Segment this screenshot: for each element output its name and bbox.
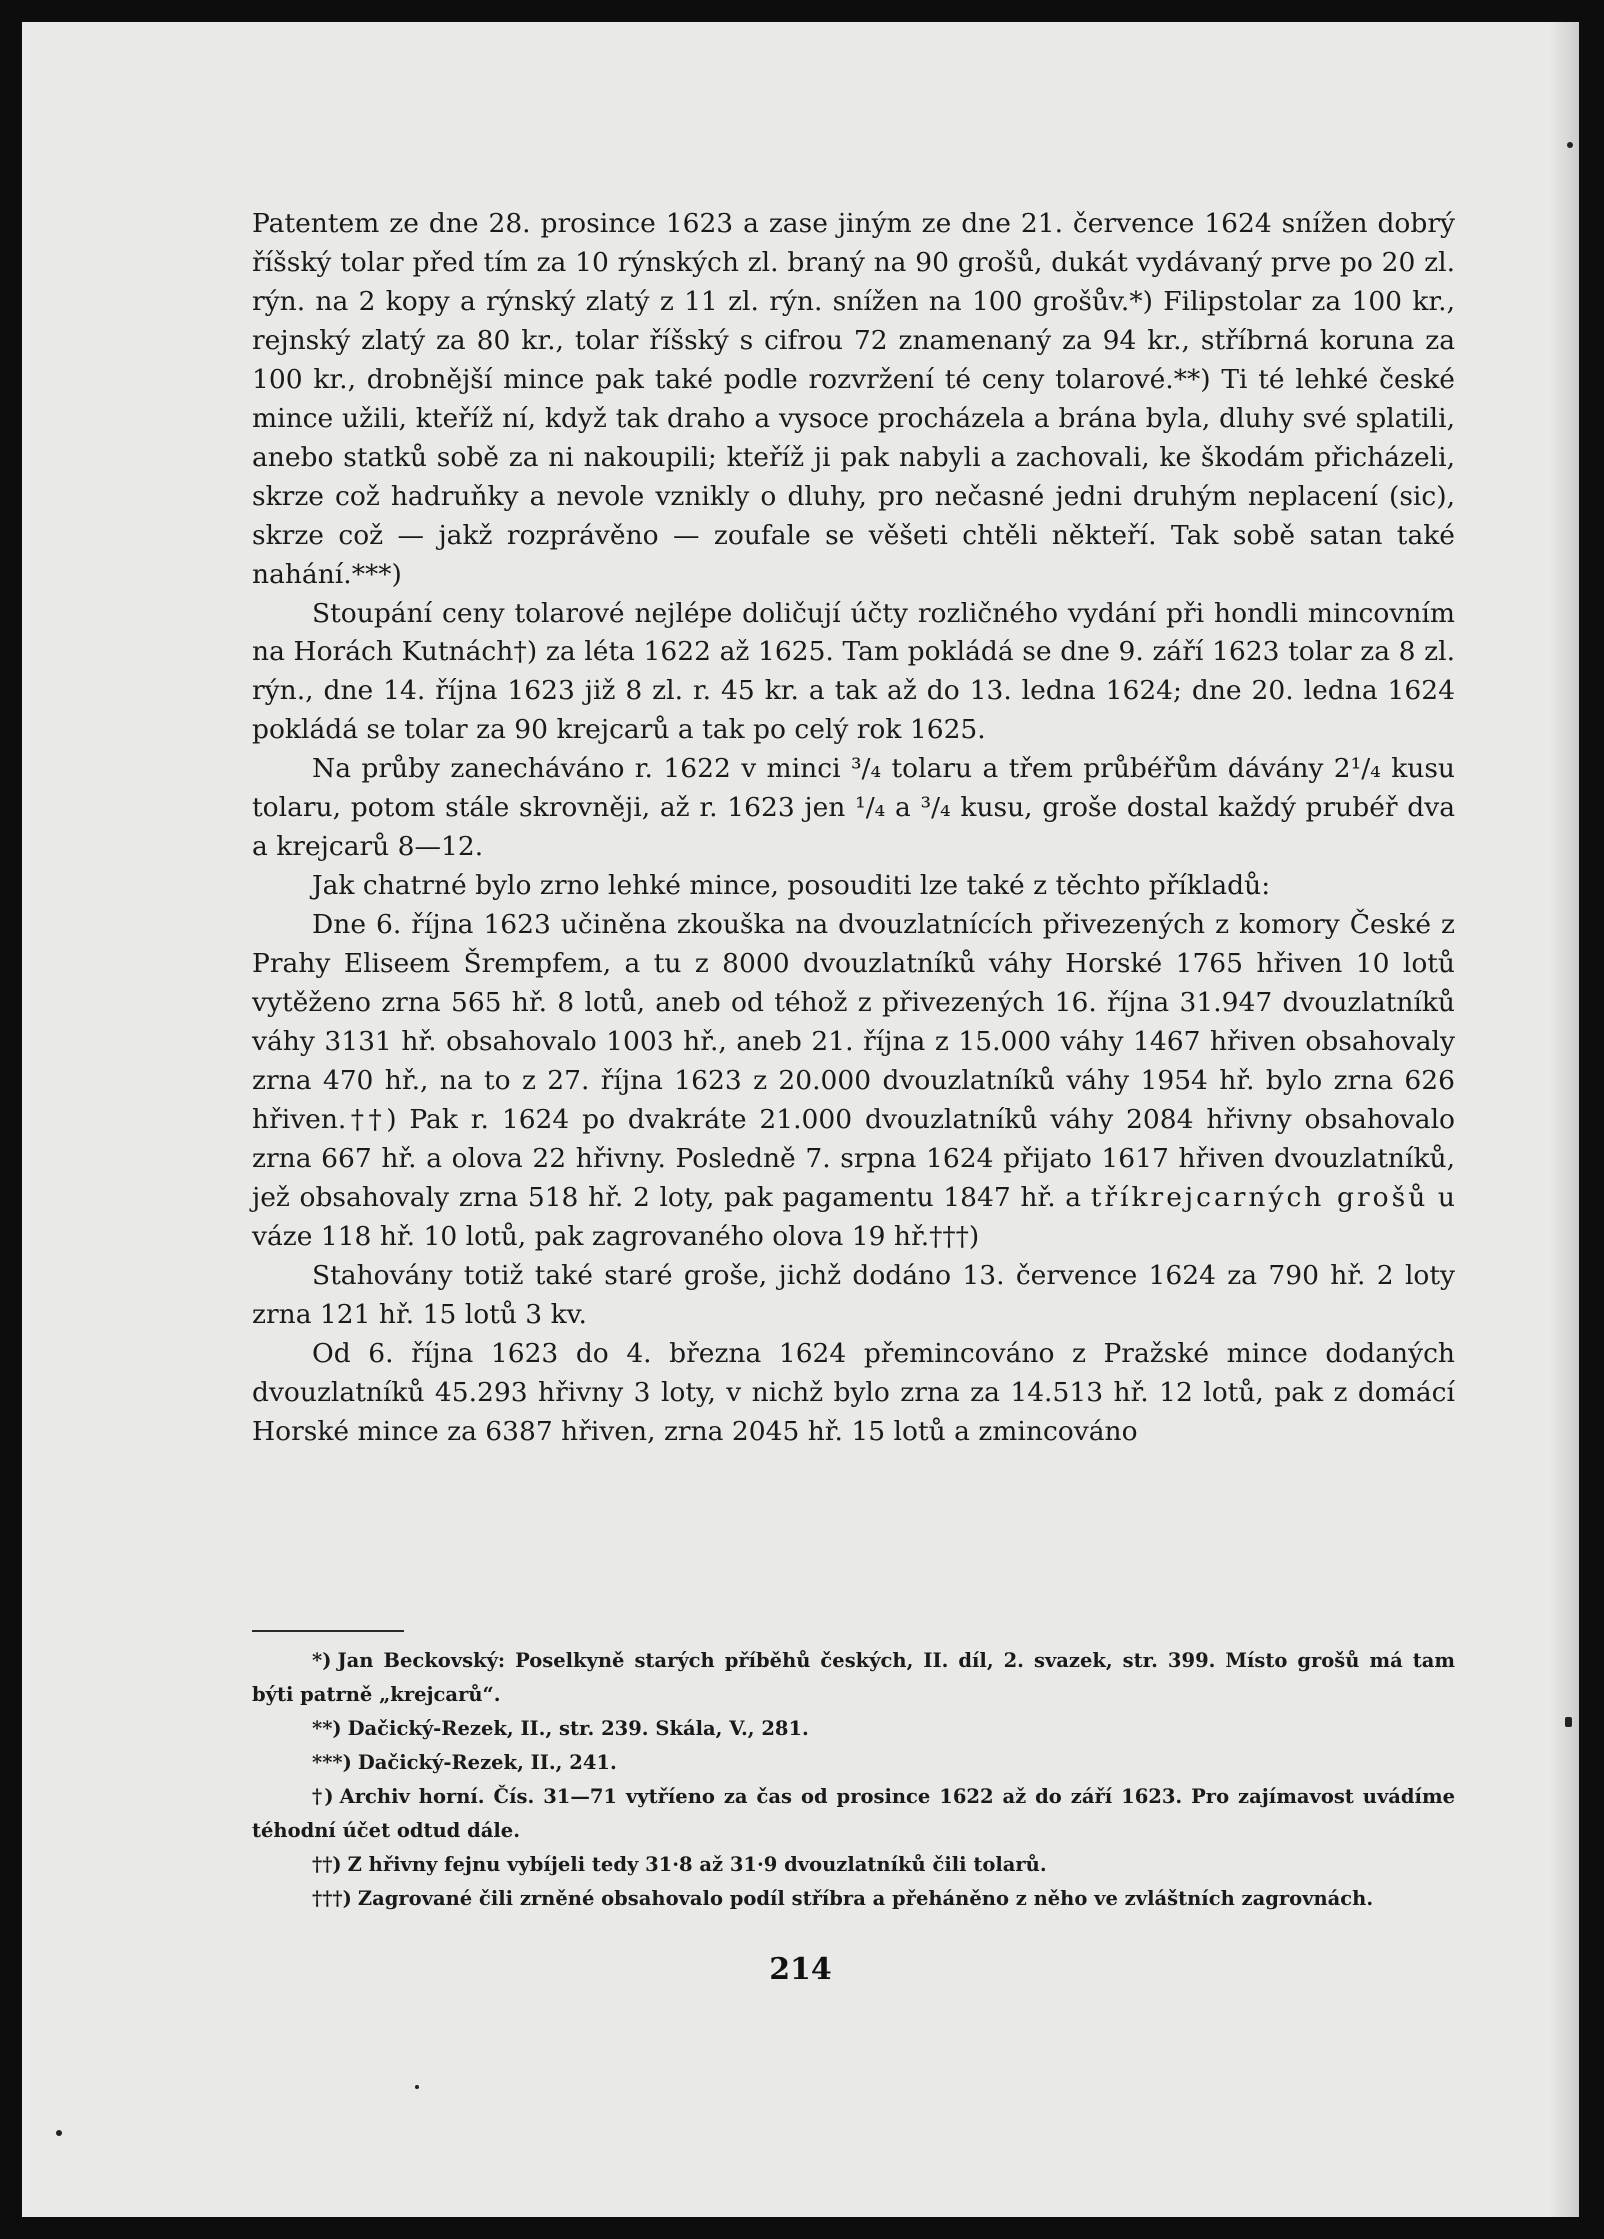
footnote-3 [252,1746,1455,1780]
paragraph-text: Stahovány totiž také staré groše, jichž dodáno 13. července 1624 za 790 hř. 2 loty zrna 121 hř. 15 lotů 3 kv. [252,1259,1455,1330]
paragraph-7 [252,1335,1455,1452]
footnote-text: Z hřivny fejnu vybíjeli tedy 31·8 až 31·9 dvouzlatníků čili tolarů. [347,1853,1047,1876]
paragraph-text: Jak chatrné bylo zrno lehké mince, posouditi lze také z těchto příkladů: [312,870,1271,902]
footnote-divider [252,1630,404,1632]
footnote-mark: ††) [312,1853,342,1876]
footnote-1 [252,1644,1455,1712]
page-number: 214 [769,1952,832,1987]
footnote-mark: †††) [312,1887,352,1910]
footnote-text: Dačický-Rezek, II., str. 239. Skála, V., 281. [347,1717,809,1740]
paragraph-4 [252,867,1455,906]
footnote-mark: *) [312,1649,332,1672]
footnote-text: Jan Beckovský: Poselkyně starých příběhů českých, II. díl, 2. svazek, str. 399. Místo grošů má tam býti patrně „krejcarů“. [252,1649,1455,1706]
book-page [22,22,1579,2217]
paragraph-text: Dne 6. října 1623 učiněna zkouška na dvouzlatnících přivezených z komory České z Prahy Eliseem Šrempfem, a tu z 8000 dvouzlatníků váhy Horské 1765 hřiven 10 lotů vytěženo zrna 565 hř. 8 lotů, aneb od téhož z přivezených 16. října 31.947 dvouzlatníků váhy 3131 hř. obsahovalo 1003 hř., aneb 21. října z 15.000 váhy 1467 hřiven obsahovaly zrna 470 hř., na to z 27. října 1623 z 20.000 dvouzlatníků váhy 1954 hř. bylo zrna 626 hřiven.††) Pak r. 1624 po dvakráte 21.000 dvouzlatníků váhy 2084 hřivny obsahovalo zrna 667 hř. a olova 22 hřivny. Posledně 7. srpna 1624 přijato 1617 hřiven dvouzlatníků, jež obsahovaly zrna 518 hř. 2 loty, pak pagamentu 1847 hř. a [252,909,1455,1213]
paragraph-text: Od 6. října 1623 do 4. března 1624 přemincováno z Pražské mince dodaných dvouzlatníků 45.293 hřivny 3 loty, v nichž bylo zrna za 14.513 hř. 12 lotů, pak z domácí Horské mince za 6387 hřiven, zrna 2045 hř. 15 lotů a zmincováno [252,1337,1455,1447]
footnote-text: Dačický-Rezek, II., 241. [357,1751,617,1774]
paragraph-6 [252,1257,1455,1335]
main-text [252,205,1455,1452]
scan-speck [415,2085,419,2089]
footnote-mark: †) [312,1785,334,1808]
footnote-5 [252,1848,1455,1882]
footnote-2 [252,1712,1455,1746]
paragraph-text-after: u váze 118 hř. 10 lotů, pak zagrovaného olova 19 hř.†††) [252,1181,1455,1252]
scan-speck [56,2130,62,2136]
footnote-text: Zagrované čili zrněné obsahovalo podíl stříbra a přeháněno z něho ve zvláštních zagrovnách. [357,1887,1374,1910]
paragraph-text: Stoupání ceny tolarové nejlépe doličují účty rozličného vydání při hondli mincovním na Horách Kutnách†) za léta 1622 až 1625. Tam pokládá se dne 9. září 1623 tolar za 8 zl. rýn., dne 14. října 1623 již 8 zl. r. 45 kr. a tak až do 13. ledna 1624; dne 20. ledna 1624 pokládá se tolar za 90 krejcarů a tak po celý rok 1625. [252,597,1455,746]
footnote-mark: **) [312,1717,342,1740]
footnote-4 [252,1780,1455,1848]
paragraph-1 [252,205,1455,595]
footnote-text: Archiv horní. Čís. 31—71 vytříeno za čas od prosince 1622 až do září 1623. Pro zajímavost uvádíme téhodní účet odtud dále. [252,1785,1455,1842]
scan-speck [1567,142,1573,148]
scan-speck [1565,1717,1572,1727]
footnote-mark: ***) [312,1751,352,1774]
paragraph-5 [252,906,1455,1257]
paragraph-2 [252,595,1455,751]
page-edge-shadow [1549,22,1579,2217]
footnote-6 [252,1882,1455,1916]
paragraph-text: Na průby zanecháváno r. 1622 v minci ³/₄ tolaru a třem průbéřům dávány 2¹/₄ kusu tolaru, potom stále skrovněji, až r. 1623 jen ¹/₄ a ³/₄ kusu, groše dostal každý prubéř dva a krejcarů 8—12. [252,753,1455,863]
paragraph-text: Patentem ze dne 28. prosince 1623 a zase jiným ze dne 21. července 1624 snížen dobrý říšský tolar před tím za 10 rýnských zl. braný na 90 grošů, dukát vydávaný prve po 20 zl. rýn. na 2 kopy a rýnský zlatý z 11 zl. rýn. snížen na 100 grošův.*) Filipstolar za 100 kr., rejnský zlatý za 80 kr., tolar říšský s cifrou 72 znamenaný za 94 kr., stříbrná koruna za 100 kr., drobnější mince pak také podle rozvržení té ceny tolarové.**) Ti té lehké české mince užili, kteříž ní, když tak draho a vysoce procházela a brána byla, dluhy své splatili, anebo statků sobě za ni nakoupili; kteříž ji pak nabyli a zachovali, ke škodám přicházeli, skrze což hadruňky a nevole vznikly o dluhy, pro nečasné jedni druhým neplacení (sic), skrze což — jakž rozprávěno — zoufale se věšeti chtěli někteří. Tak sobě satan také nahání.***) [252,208,1455,590]
paragraph-3 [252,750,1455,867]
spaced-emphasis: tříkrejcarných grošů [1090,1181,1429,1213]
footnotes [252,1644,1455,1916]
